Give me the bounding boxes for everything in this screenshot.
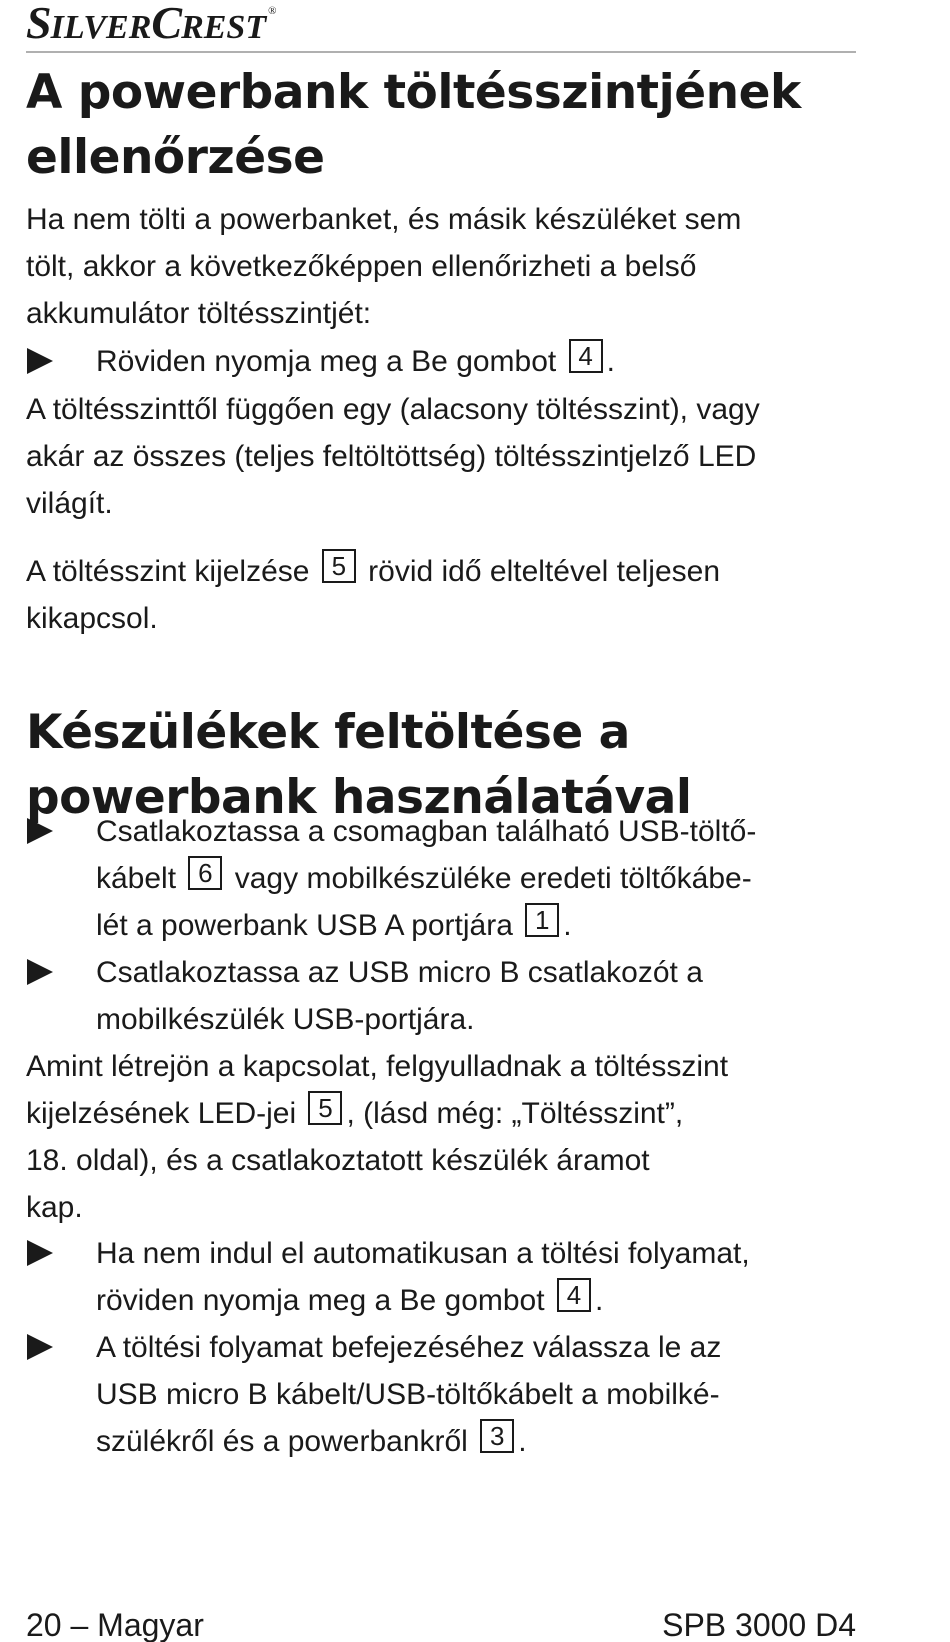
section1-intro: [26, 196, 856, 337]
bullet-text: [96, 949, 703, 1043]
step-bullet: [26, 338, 856, 385]
text-line: akár az összes (teljes feltöltöttség) töltésszintjelző LED: [26, 440, 757, 473]
text-span: , (lásd még: „Töltésszint”,: [346, 1097, 684, 1130]
step-bullet: [26, 808, 856, 949]
section1-note: [26, 548, 856, 642]
text-span: röviden nyomja meg a Be gombot: [96, 1284, 545, 1317]
reference-number: 5: [322, 549, 356, 583]
text-line: [96, 1418, 721, 1465]
text-span: Röviden nyomja meg a Be gombot: [96, 345, 557, 378]
section1-title-line: A powerbank töltésszintjének: [26, 65, 801, 120]
text-line: [96, 902, 756, 949]
reference-number: 6: [188, 856, 222, 890]
text-span: vagy mobilkészüléke eredeti töltőkábe-: [234, 862, 752, 895]
header-rule: [26, 51, 856, 53]
text-line: kikapcsol.: [26, 602, 158, 635]
text-span: szülékről és a powerbankről: [96, 1425, 468, 1458]
text-span: lét a powerbank USB A portjára: [96, 909, 513, 942]
text-line: Ha nem tölti a powerbanket, és másik készüléket sem: [26, 203, 742, 236]
text-span: kijelzésének LED-jei: [26, 1097, 297, 1130]
text-line: A töltési folyamat befejezéséhez válassza le az: [96, 1331, 722, 1364]
text-line: Ha nem indul el automatikusan a töltési folyamat,: [96, 1237, 750, 1270]
text-line: [26, 1090, 856, 1137]
bullet-triangle-icon: [27, 348, 53, 374]
logo-letter: S: [26, 0, 51, 48]
footer-page-number: 20 – Magyar: [26, 1607, 204, 1642]
section2-paragraph: [26, 1043, 856, 1231]
section1-title-line: ellenőrzése: [26, 130, 325, 185]
step-bullet: [26, 1324, 856, 1465]
reference-number: 1: [525, 903, 559, 937]
bullet-text: [96, 1230, 750, 1324]
logo-letters: REST: [181, 9, 267, 46]
text-span: .: [563, 909, 572, 942]
step-bullet: [26, 949, 856, 1043]
reference-number: 3: [480, 1419, 514, 1453]
registered-mark: ®: [268, 5, 277, 17]
text-line: Csatlakoztassa a csomagban található USB-töltő-: [96, 815, 757, 848]
text-span: .: [594, 1284, 604, 1317]
section1-result: [26, 386, 856, 527]
text-line: akkumulátor töltésszintjét:: [26, 297, 372, 330]
text-span: kábelt: [96, 862, 177, 895]
bullet-text: [96, 808, 756, 949]
logo-letter: C: [151, 0, 182, 48]
reference-number: 5: [308, 1091, 342, 1125]
silvercrest-logo: [26, 0, 276, 46]
reference-number: 4: [557, 1278, 591, 1312]
text-line: A töltésszinttől függően egy (alacsony töltésszint), vagy: [26, 393, 760, 426]
step-bullet: [26, 1230, 856, 1324]
bullet-triangle-icon: [27, 1334, 53, 1360]
text-span: .: [606, 345, 615, 378]
text-line: [96, 855, 756, 902]
text-span: .: [518, 1425, 527, 1458]
bullet-triangle-icon: [27, 818, 53, 844]
section2-title-line: powerbank használatával: [26, 770, 692, 825]
text-line: tölt, akkor a következőképpen ellenőrizheti a belső: [26, 250, 697, 283]
text-line: Amint létrejön a kapcsolat, felgyulladnak a töltésszint: [26, 1050, 729, 1083]
text-line: mobilkészülék USB-portjára.: [96, 1003, 475, 1036]
text-span: A töltésszint kijelzése: [26, 555, 310, 588]
footer-model: SPB 3000 D4: [662, 1607, 856, 1642]
text-line: kap.: [26, 1191, 83, 1224]
text-line: Csatlakoztassa az USB micro B csatlakozót a: [96, 956, 703, 989]
section2-title-line: Készülékek feltöltése a: [26, 705, 630, 760]
bullet-triangle-icon: [27, 959, 53, 985]
text-line: USB micro B kábelt/USB-töltőkábelt a mobilké-: [96, 1378, 720, 1411]
text-line: világít.: [26, 487, 113, 520]
bullet-triangle-icon: [27, 1240, 53, 1266]
logo-letters: ILVER: [50, 9, 152, 46]
reference-number: 4: [569, 339, 603, 373]
text-line: [26, 548, 856, 595]
text-line: [96, 1277, 750, 1324]
bullet-text: [96, 338, 615, 385]
section1-title: [26, 60, 801, 190]
text-span: rövid idő elteltével teljesen: [368, 555, 721, 588]
bullet-text: [96, 1324, 721, 1465]
text-line: 18. oldal), és a csatlakoztatott készülék áramot: [26, 1144, 650, 1177]
